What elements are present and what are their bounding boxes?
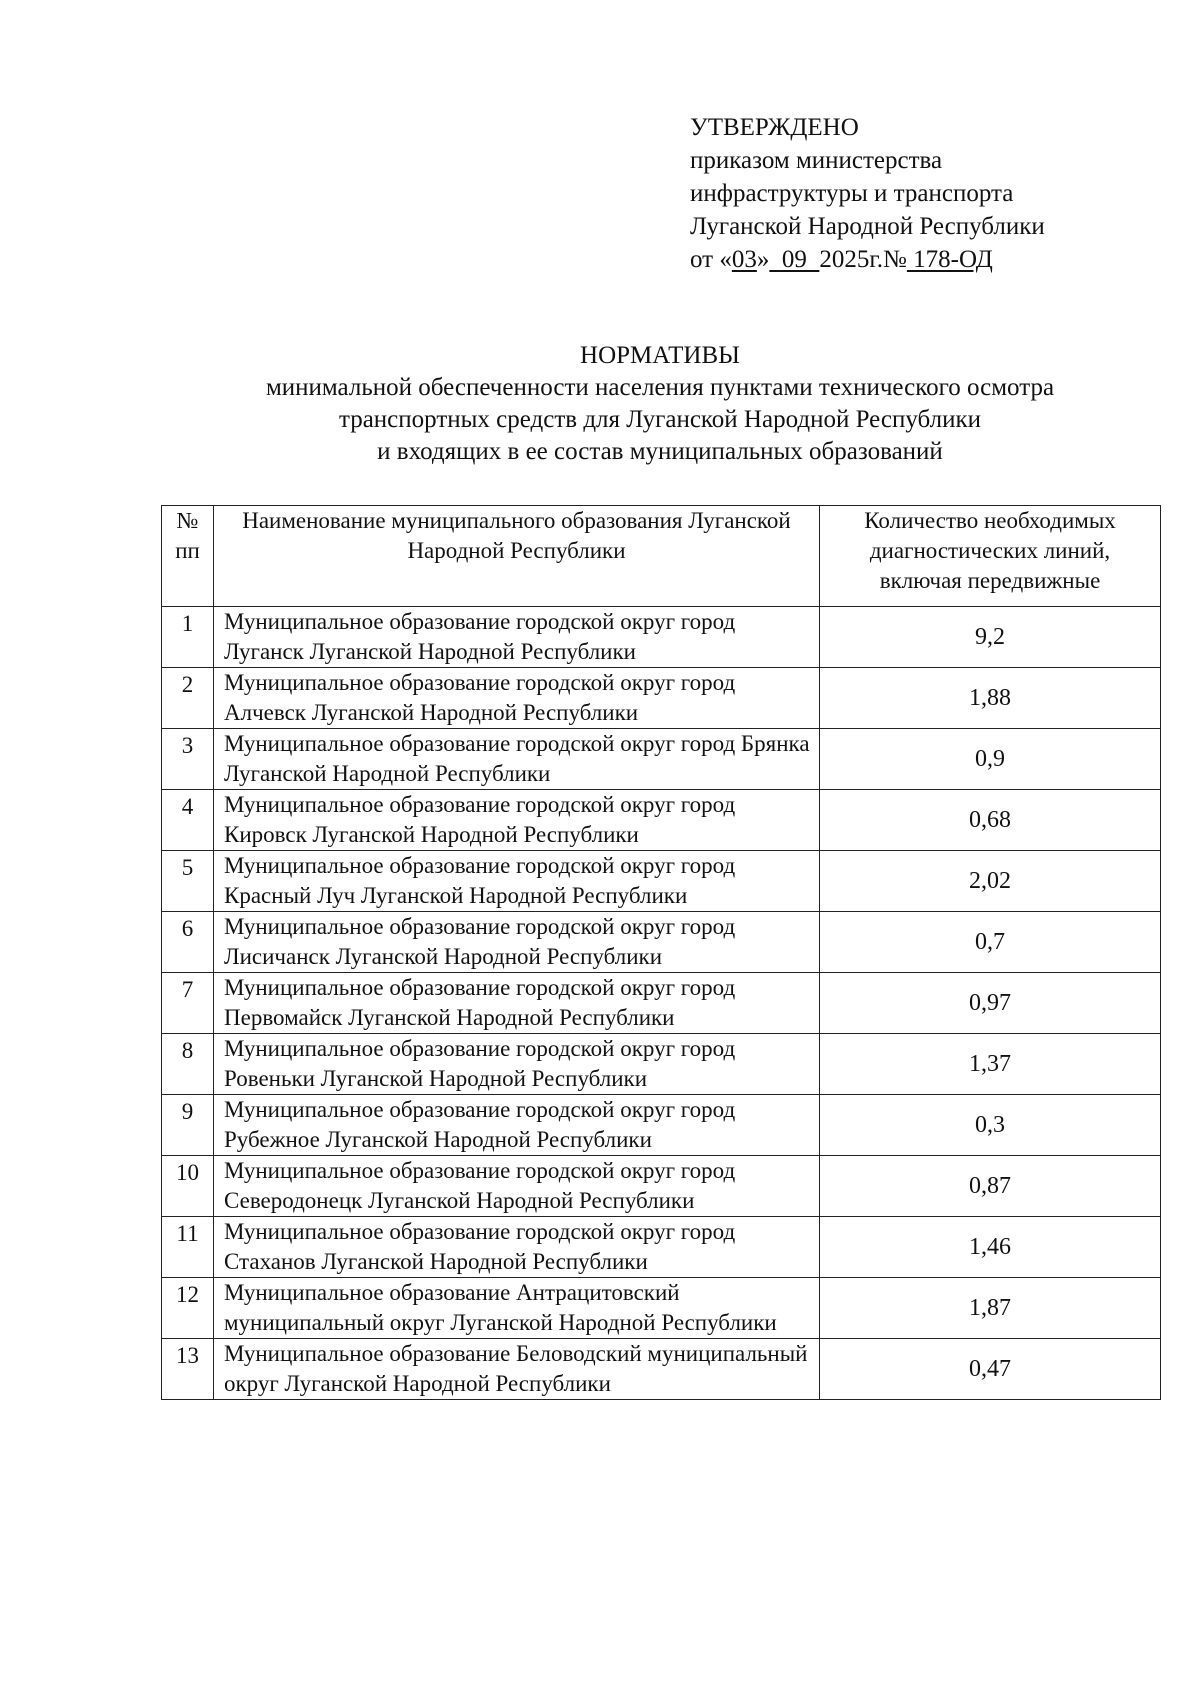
row-number: 8 xyxy=(162,1034,214,1095)
row-number: 4 xyxy=(162,790,214,851)
row-number: 2 xyxy=(162,668,214,729)
diagnostic-lines-count: 1,87 xyxy=(820,1278,1161,1339)
row-number: 6 xyxy=(162,912,214,973)
header-num: № пп xyxy=(162,506,214,607)
table-row xyxy=(162,729,1161,790)
number-prefix: № xyxy=(883,246,907,273)
row-number: 12 xyxy=(162,1278,214,1339)
approval-line: инфраструктуры и транспорта xyxy=(690,180,1014,207)
municipality-name: Муниципальное образование городской округ город Ровеньки Луганской Народной Республики xyxy=(214,1034,820,1095)
municipality-name: Муниципальное образование городской округ город Стаханов Луганской Народной Республики xyxy=(214,1217,820,1278)
diagnostic-lines-count: 0,68 xyxy=(820,790,1161,851)
table-row xyxy=(162,912,1161,973)
document-title: НОРМАТИВЫ xyxy=(580,342,740,369)
diagnostic-lines-count: 0,47 xyxy=(820,1339,1161,1400)
municipality-name: Муниципальное образование городской округ город Первомайск Луганской Народной Республики xyxy=(214,973,820,1034)
row-number: 5 xyxy=(162,851,214,912)
document-heading xyxy=(0,340,1200,468)
row-number: 1 xyxy=(162,607,214,668)
document-subtitle-line: транспортных средств для Луганской Народной Республики xyxy=(338,406,982,433)
municipality-name: Муниципальное образование Беловодский муниципальный округ Луганской Народной Республики xyxy=(214,1339,820,1400)
table-row xyxy=(162,1278,1161,1339)
table-row xyxy=(162,1217,1161,1278)
table-row xyxy=(162,1095,1161,1156)
diagnostic-lines-count: 1,37 xyxy=(820,1034,1161,1095)
date-quote: » xyxy=(756,246,770,273)
row-number: 3 xyxy=(162,729,214,790)
date-year: 2025г. xyxy=(819,246,884,273)
table-row xyxy=(162,790,1161,851)
date-month: 09 xyxy=(769,246,820,273)
municipality-name: Муниципальное образование Антрацитовский муниципальный округ Луганской Народной Республики xyxy=(214,1278,820,1339)
table-row xyxy=(162,851,1161,912)
order-number: 178-ОД xyxy=(906,246,993,273)
municipality-name: Муниципальное образование городской округ город Красный Луч Луганской Народной Республики xyxy=(214,851,820,912)
municipality-name: Муниципальное образование городской округ город Брянка Луганской Народной Республики xyxy=(214,729,820,790)
table-header-row xyxy=(162,506,1161,607)
table-row xyxy=(162,1034,1161,1095)
municipality-name: Муниципальное образование городской округ город Алчевск Луганской Народной Республики xyxy=(214,668,820,729)
header-count: Количество необходимых диагностических линий, включая передвижные xyxy=(820,506,1161,607)
header-name: Наименование муниципального образования Луганской Народной Республики xyxy=(214,506,820,607)
document-subtitle-line: и входящих в ее состав муниципальных образований xyxy=(377,438,943,465)
row-number: 9 xyxy=(162,1095,214,1156)
diagnostic-lines-count: 0,87 xyxy=(820,1156,1161,1217)
municipality-name: Муниципальное образование городской округ город Кировск Луганской Народной Республики xyxy=(214,790,820,851)
diagnostic-lines-count: 1,88 xyxy=(820,668,1161,729)
diagnostic-lines-count: 0,9 xyxy=(820,729,1161,790)
table-row xyxy=(162,973,1161,1034)
diagnostic-lines-count: 0,7 xyxy=(820,912,1161,973)
approval-title: УТВЕРЖДЕНО xyxy=(690,114,859,141)
approval-line: Луганской Народной Республики xyxy=(690,213,1045,240)
row-number: 7 xyxy=(162,973,214,1034)
diagnostic-lines-count: 2,02 xyxy=(820,851,1161,912)
municipality-name: Муниципальное образование городской округ город Лисичанск Луганской Народной Республики xyxy=(214,912,820,973)
table-row xyxy=(162,607,1161,668)
table-body xyxy=(162,607,1161,1400)
date-day: 03 xyxy=(731,246,757,273)
diagnostic-lines-count: 1,46 xyxy=(820,1217,1161,1278)
diagnostic-lines-count: 0,3 xyxy=(820,1095,1161,1156)
row-number: 10 xyxy=(162,1156,214,1217)
municipality-name: Муниципальное образование городской округ город Северодонецк Луганской Народной Республики xyxy=(214,1156,820,1217)
table-row xyxy=(162,1339,1161,1400)
diagnostic-lines-count: 9,2 xyxy=(820,607,1161,668)
municipality-name: Муниципальное образование городской округ город Рубежное Луганской Народной Республики xyxy=(214,1095,820,1156)
table-row xyxy=(162,668,1161,729)
approval-line: приказом министерства xyxy=(690,147,943,174)
diagnostic-lines-count: 0,97 xyxy=(820,973,1161,1034)
municipality-name: Муниципальное образование городской округ город Луганск Луганской Народной Республики xyxy=(214,607,820,668)
document-subtitle-line: минимальной обеспеченности населения пунктами технического осмотра xyxy=(265,374,1055,401)
table-row xyxy=(162,1156,1161,1217)
approval-date-line xyxy=(690,243,1045,276)
row-number: 11 xyxy=(162,1217,214,1278)
date-prefix: от « xyxy=(690,246,732,273)
norms-table xyxy=(161,505,1161,1400)
approval-stamp xyxy=(690,111,1045,276)
row-number: 13 xyxy=(162,1339,214,1400)
